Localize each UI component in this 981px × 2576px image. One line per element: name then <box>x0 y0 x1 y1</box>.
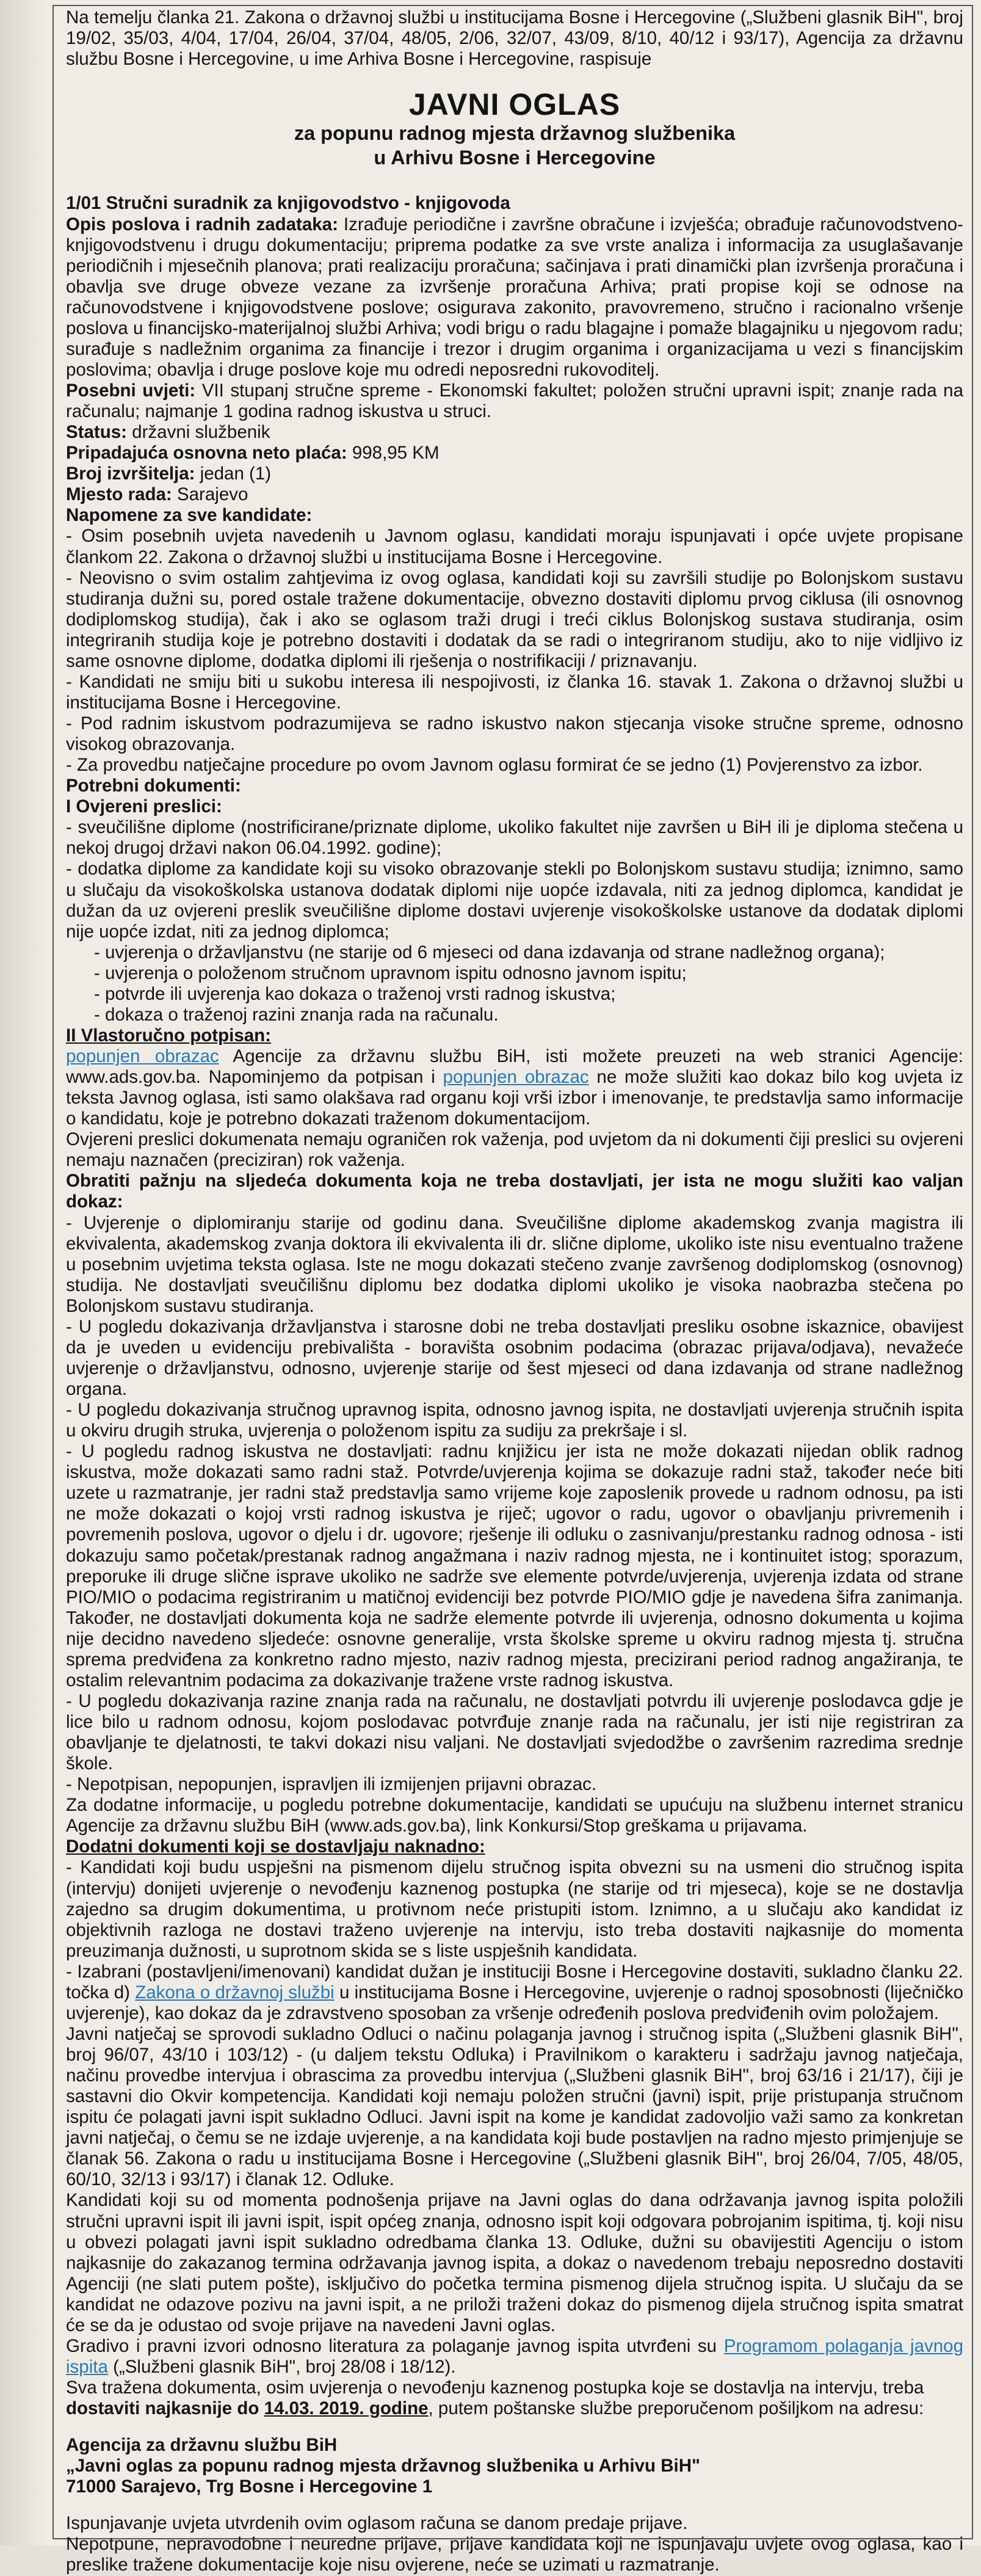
note-item: - Za provedbu natječajne procedure po ovom Javnom oglasu formirat će se jedno (1) Povjerenstvo za izbor. <box>66 755 923 776</box>
address-line-2: „Javni oglas za popunu radnog mjesta državnog službenika u Arhivu BiH" <box>66 2456 700 2476</box>
certified-sub-item: - dokaza o traženoj razini znanja rada na računalu. <box>94 1004 499 1025</box>
additional-item-criminal-record: - Kandidati koji budu uspješni na pismenom dijelu stručnog ispita obvezni su na usmeni dio stručnog ispita (intervju) donijeti uvjerenje o nevođenju kaznenog postupka (ne starije od tri mjeseca), koje se ne dostavlja zajedno sa drugim dokumentima, u protivnom neće pristupiti istom. Iznimno, a u slučaju ako kandidat iz objektivnih razloga ne dostavi traženo uvjerenje na intervju, isto treba dostaviti najkasnije do momenta preuzimanja dužnosti, u suprotnom skida se s liste uspješnih kandidata. <box>66 1857 963 1961</box>
signed-form-paragraph <box>66 1046 963 1129</box>
location-line <box>66 484 963 505</box>
address-line-3: 71000 Sarajevo, Trg Bosne i Hercegovine 1 <box>66 2476 433 2497</box>
exam-program-link[interactable]: Programom polaganja javnog ispita <box>66 2335 963 2377</box>
signed-form-text-2: ne može služiti kao dokaz bilo kog uvjeta iz teksta Javnog oglasa, isti samo olakšava rad organu koji vrši izbor i imenovanje, te predstavlja samo informacije o kandidatu, koje je potrebno dokazati traženom dokumentacijom. <box>66 1067 964 1129</box>
attention-item: - U pogledu dokazivanja razine znanja rada na računalu, ne dostavljati potvrdu ili uvjerenje poslodavca gdje je lice bilo u radnom odnosu, kojom poslodavac potvrđuje znanje rada na računalu, jer isti nije registriran za obavljanje te djelatnosti, te takvi dokazi nisu valjani. Ne dostavljati svjedodžbe o završenim razredima srednje škole. <box>66 1690 963 1774</box>
address-line-1: Agencija za državnu službu BiH <box>66 2435 338 2456</box>
civil-service-law-link[interactable]: Zakona o državnoj službi <box>135 1982 335 2003</box>
duties-text: Izrađuje periodične i završne obračune i izvješća; obrađuje računovodstveno-knjigovodstvenu i drugu dokumentaciju; priprema podatke za sve vrste analiza i informacija za usuglašavanje periodičnih i mjesečnih planova; prati realizaciju proračuna; sačinjava i prati dinamički plan izvršenja proračuna i obavlja sve druge obveze vezane za izvršenje proračuna Arhiva; prati propise koji se odnose na računovodstvene i knjigovodstvene poslove; osigurava zakonito, pravovremeno, stručno i racionalno vršenje poslova u financijsko-materijalnoj službi Arhiva; vodi brigu o radu blagajne i pomaže blagajniku u njegovom radu; surađuje s nadležnim organima za financije i trezor i drugim organima i organizacijama u vezi s financijskim poslovima; obavlja i druge poslove koje mu odredi neposredni rukovoditelj. <box>66 214 963 380</box>
note-item: - Osim posebnih uvjeta navedenih u Javnom oglasu, kandidati moraju ispunjavati i opće uvjete propisane člankom 22. Zakona o državnoj službi u institucijama Bosne i Hercegovine. <box>66 526 963 567</box>
literature-paragraph <box>66 2336 963 2378</box>
conditions-paragraph <box>66 380 963 422</box>
additional-item-medical <box>66 1962 963 2024</box>
notice-title-block <box>66 88 963 170</box>
additional-item-medical-post: u institucijama Bosne i Hercegovine, uvjerenje o radnoj sposobnosti (liječničko uvjerenje), kao dokaz da je zdravstveno sposoban za vršenje određenih poslova predviđenih ovim položajem. <box>66 1982 963 2023</box>
executors-line <box>66 464 963 484</box>
attention-item: - Nepotpisan, nepopunjen, ispravljen ili izmijenjen prijavni obrazac. <box>66 1774 597 1795</box>
conditions-label: Posebni uvjeti: <box>66 380 196 401</box>
application-form-link-2[interactable]: popunjen obrazac <box>443 1067 589 1088</box>
status-label: Status: <box>66 422 127 443</box>
closing-line-1: Ispunjavanje uvjeta utvrdenih ovim oglasom računa se danom predaje prijave. <box>66 2513 688 2534</box>
notice-subtitle-line-2: u Arhivu Bosne i Hercegovine <box>374 146 656 169</box>
attention-item: - Uvjerenje o diplomiranju starije od godinu dana. Sveučilišne diplome akademskog zvanja magistra ili ekvivalenta, akademskog zvanja doktora ili ekvivalenta ili dr. slične diplome, ukoliko iste nisu eventualno tražene u posebnim uvjetima teksta oglasa. Iste ne mogu dokazati stečeno zvanje završenog dodiplomskog (osnovnog) studija. Ne dostavljati sveučilišnu diplomu bez dodatka diplomi ukoliko je visoka naobrazba stečena po Bolonjskom sustavu studiranja. <box>66 1212 963 1316</box>
conditions-text: VII stupanj stručne spreme - Ekonomski fakultet; položen stručni upravni ispit; znanje rada na računalu; najmanje 1 godina radnog iskustva u struci. <box>66 380 963 422</box>
attention-item: - U pogledu dokazivanja državljanstva i starosne dobi ne treba dostavljati presliku osobne iskaznice, obavijest da je uveden u evidenciju prebivališta - boravišta osobnim podacima (obrazac prijava/odjava), nevažeće uvjerenje o državljanstvu, odnosno, uvjerenje starije od šest mjeseci od dana izdavanja od strane nadležnog organa. <box>66 1316 963 1400</box>
salary-line <box>66 443 963 464</box>
deadline-date: 14.03. 2019. godine <box>264 2398 429 2419</box>
deadline-pre: dostaviti najkasnije do <box>66 2398 264 2419</box>
certified-sub-item: - uvjerenja o položenom stručnom upravnom ispitu odnosno javnom ispitu; <box>94 962 687 983</box>
salary-label: Pripadajuća osnovna neto plaća: <box>66 443 347 464</box>
position-heading: 1/01 Stručni suradnik za knjigovodstvo - knjigovoda <box>66 193 510 214</box>
additional-documents-heading: Dodatni dokumenti koji se dostavljaju naknadno: <box>66 1836 485 1857</box>
note-item: - Neovisno o svim ostalim zahtjevima iz ovog oglasa, kandidati koji su završili studije po Bolonjskom sustavu studiranja dužni su, pored ostale tražene dokumentacije, obvezno dostaviti diplomu prvog ciklusa (ili osnovnog dodiplomskog studija), čak i ako se oglasom traži drugi i treći ciklus Bolonjskog sustava studiranja, osim integriranih studija koje je potrebno dostaviti i dodatak da se radi o integriranom studiju, ako to nije vidljivo iz same osnovne diplome, dodatka diplomi ili rješenja o nostrifikaciji / priznavanju. <box>66 567 963 671</box>
attention-item: - U pogledu radnog iskustva ne dostavljati: radnu knjižicu jer ista ne može dokazati nijedan oblik radnog iskustva, može dokazati samo radni staž. Potvrde/uvjerenja kojima se dokazuje radni staž, također neće biti uzete u razmatranje, jer radni staž predstavlja samo vrijeme koje zaposlenik provede u radnom odnosu, pa isti ne može dokazati o kojoj vrsti radnog iskustva je riječ; ugovor o radu, ugovor o obavljanju privremenih i povremenih poslova, ugovor o djelu i dr. ugovore; rješenje ili odluku o zasnivanju/prestanku radnog odnosa - isti dokazuju samo početak/prestanak radnog angažmana i naziv radnog mjesta, ne i kontinuitet istog; sporazum, preporuke ili druge slične isprave ukoliko ne sadrže sve elemente potvrde/uvjerenja, uvjerenja izdata od strane PIO/MIO o podacima registriranim u matičnoj evidenciji bez potvrde PIO/MIO gdje je navedena šifra zanimanja. Također, ne dostavljati dokumenta koja ne sadrže elemente potvrde ili uvjerenja, odnosno dokumenta u kojima nije decidno navedeno sljedeće: osnovne generalije, vrsta školske spreme u okviru radnog mjesta tj. stručna sprema predviđena za konkretno radno mjesto, naziv radnog mjesta, precizirani period radnog angažiranja, te ostalim relevantnim podacima za dokazivanje tražene vrste radnog iskustva. <box>66 1441 963 1690</box>
notice-title: JAVNI OGLAS <box>408 87 621 122</box>
certified-sub-item: - uvjerenja o državljanstvu (ne starije od 6 mjeseci od dana izdavanja od strane nadležnog organa); <box>94 942 885 962</box>
notes-heading: Napomene za sve kandidate: <box>66 505 313 526</box>
status-value: državni službenik <box>126 422 270 443</box>
note-item: - Pod radnim iskustvom podrazumijeva se radno iskustvo nakon stjecanja visoke stručne spreme, odnosno visokog obrazovanja. <box>66 713 963 755</box>
duties-label: Opis poslova i radnih zadataka: <box>66 214 338 235</box>
certified-item: - sveučilišne diplome (nostrificirane/priznate diplome, ukoliko fakultet nije završen u BiH ili je diploma stečena u nekoj drugoj državi nakon 06.04.1992. godine); <box>66 817 963 859</box>
literature-text-pre: Gradivo i pravni izvori odnosno literatura za polaganje javnog ispita utvrđeni su <box>66 2335 724 2356</box>
additional-item-medical-pre: - Izabrani (postavljeni/imenovani) kandidat dužan je instituciji Bosne i Hercegovine dostaviti, sukladno članku 22. točka d) <box>66 1961 963 2003</box>
public-notice-column <box>66 7 963 2576</box>
documents-heading: Potrebni dokumenti: <box>66 776 241 796</box>
certified-copies-heading: I Ovjereni preslici: <box>66 796 222 817</box>
deadline-post: , putem poštanske službe preporučenom pošiljkom na adresu: <box>428 2398 924 2419</box>
signed-form-heading: II Vlastoručno potpisan: <box>66 1025 271 1046</box>
duties-paragraph <box>66 214 963 381</box>
notice-subtitle-line-1: za popunu radnog mjesta državnog službenika <box>294 122 736 145</box>
attention-item: - U pogledu dokazivanja stručnog upravnog ispita, odnosno javnog ispita, ne dostavljati uvjerenja stručnih ispita u okviru drugih struka, uvjerenja o položenom ispitu za sudiju za prekršaje i sl. <box>66 1400 963 1441</box>
location-label: Mjesto rada: <box>66 484 172 505</box>
signed-form-text-1: Agencije za državnu službu BiH, isti možete preuzeti na web stranici Agencije: www.ads.gov.ba. Napominjemo da potpisan i <box>66 1046 963 1088</box>
application-form-link[interactable]: popunjen obrazac <box>66 1046 219 1067</box>
executors-value: jedan (1) <box>195 464 272 484</box>
certified-item: - dodatka diplome za kandidate koji su visoko obrazovanje stekli po Bolonjskom sustavu studija; iznimno, samo u slučaju da visokoškolska ustanova dodatak diplomi nije uopće izdavala, niti za jednog diplomca, kandidat je dužan da uz ovjereni preslik sveučilišne diplome dostavi uvjerenje visokoškolske ustanove da dodatak diplomi nije uopće izdat, niti za jednog diplomca; <box>66 859 963 942</box>
intro-paragraph: Na temelju članka 21. Zakona o državnoj službi u institucijama Bosne i Hercegovine („Službeni glasnik BiH", broj 19/02, 35/03, 4/04, 17/04, 26/04, 37/04, 48/05, 2/06, 32/07, 43/09, 8/10, 40/12 i 93/17), Agencija za državnu službu Bosne i Hercegovine, u ime Arhiva Bosne i Hercegovine, raspisuje <box>66 7 963 70</box>
executors-label: Broj izvršitelja: <box>66 464 195 484</box>
exam-paragraph: Javni natječaj se sprovodi sukladno Odluci o načinu polaganja javnog i stručnog ispita („Službeni glasnik BiH", broj 96/07, 43/10 i 103/12) - (u daljem tekstu Odluka) i Pravilnikom o karakteru i sadržaju javnog natječaja, načinu provedbe intervjua i obrascima za provedbu intervjua („Službeni glasnik BiH", broj 63/16 i 21/17), čiji je sastavni dio Okvir kompetencija. Kandidati koji nemaju položen stručni (javni) ispit, prije pristupanja stručnom ispitu će polagati javni ispit sukladno Odluci. Javni ispit na kome je kandidat zadovoljio važi samo za konkretan javni natječaj, o čemu se ne izdaje uvjerenje, a na kandidata koji bude postavljen na radno mjesto primjenjuje se članak 56. Zakona o radu u institucijama Bosne i Hercegovine („Službeni glasnik BiH", broj 26/04, 7/05, 48/05, 60/10, 32/13 i 93/17) i članak 12. Odluke. <box>66 2023 963 2190</box>
info-paragraph: Za dodatne informacije, u pogledu potrebne dokumentacije, kandidati se upućuju na službenu internet stranicu Agencije za državnu službu BiH (www.ads.gov.ba), link Konkursi/Stop greškama u prijavama. <box>66 1795 963 1836</box>
deadline-line-2 <box>66 2398 963 2419</box>
passed-exam-paragraph: Kandidati koji su od momenta podnošenja prijave na Javni oglas do dana održavanja javnog ispita položili stručni upravni ispit ili javni ispit, ispit općeg znanja, odnosno ispit koji odgovara pobrojanim ispitima, tj. koji nisu u obvezi polagati javni ispit sukladno odredbama članka 13. Odluke, dužni su obavijestiti Agenciju o istom najkasnije do zakazanog termina održavanja javnog ispita, a dokaz o navedenom trebaju neposredno dostaviti Agenciji (ne slati putem pošte), isključivo do početka termina pismenog dijela stručnog ispita. U slučaju da se kandidat ne odazove pozivu na javni ispit, a ne priloži traženi dokaz do pismenog dijela stručnog ispita smatrat će se da je odustao od svoje prijave na navedeni Javni oglas. <box>66 2190 963 2335</box>
attention-heading: Obratiti pažnju na sljedeća dokumenta koja ne treba dostavljati, jer ista ne mogu služiti kao valjan dokaz: <box>66 1171 963 1212</box>
literature-text-post: („Službeni glasnik BiH", broj 28/08 i 18/12). <box>107 2356 456 2377</box>
closing-line-2: Nepotpune, nepravodobne i neuredne prijave, prijave kandidata koji ne ispunjavaju uvjete ovog oglasa, kao i preslike tražene dokumentacije koje nisu ovjerene, neće se uzimati u razmatranje. <box>66 2534 963 2575</box>
validity-note: Ovjereni preslici dokumenata nemaju ograničen rok važenja, pod uvjetom da ni dokumenti čiji preslici su ovjereni nemaju naznačen (preciziran) rok važenja. <box>66 1129 963 1171</box>
deadline-line-1: Sva tražena dokumenta, osim uvjerenja o nevođenju kaznenog postupka koje se dostavlja na intervju, treba <box>66 2378 924 2398</box>
note-item: - Kandidati ne smiju biti u sukobu interesa ili nespojivosti, iz članka 16. stavak 1. Zakona o državnoj službi u institucijama Bosne i Hercegovine. <box>66 671 963 713</box>
status-line <box>66 422 963 443</box>
salary-value: 998,95 KM <box>347 443 440 464</box>
location-value: Sarajevo <box>172 484 248 505</box>
certified-sub-item: - potvrde ili uvjerenja kao dokaza o traženoj vrsti radnog iskustva; <box>94 983 616 1004</box>
